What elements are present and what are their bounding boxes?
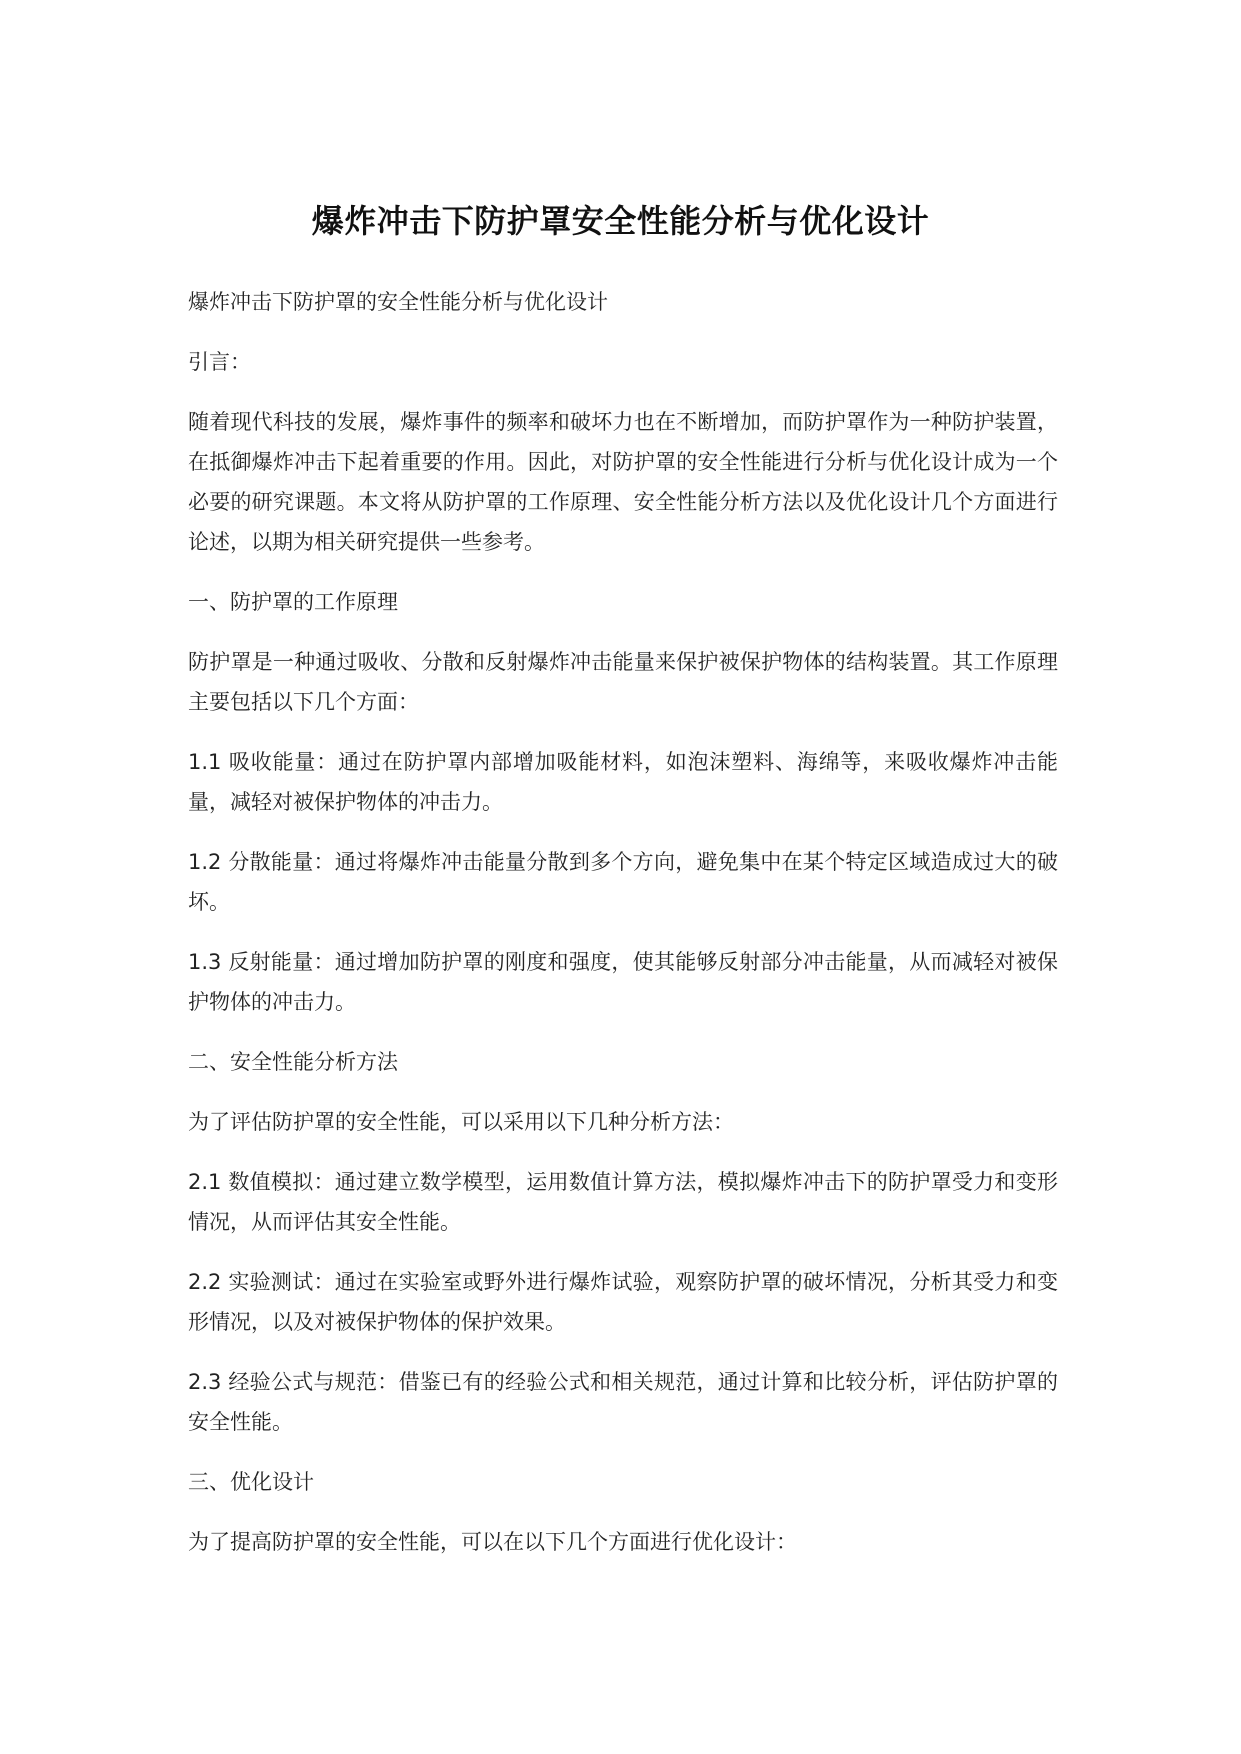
- section-3-paragraph: 为了提高防护罩的安全性能，可以在以下几个方面进行优化设计：: [188, 1530, 797, 1554]
- section-2-paragraph: 为了评估防护罩的安全性能，可以采用以下几种分析方法：: [188, 1110, 734, 1134]
- section-heading-3: 三、优化设计: [188, 1470, 314, 1494]
- subtitle-paragraph: 爆炸冲击下防护罩的安全性能分析与优化设计: [188, 290, 608, 314]
- intro-heading: 引言：: [188, 350, 251, 374]
- section-heading-1: 一、防护罩的工作原理: [188, 590, 398, 614]
- intro-paragraph: 随着现代科技的发展，爆炸事件的频率和破坏力也在不断增加，而防护罩作为一种防护装置，在抵御爆炸冲击下起着重要的作用。因此，对防护罩的安全性能进行分析与优化设计成为一个必要的研究课题。本文将从防护罩的工作原理、安全性能分析方法以及优化设计几个方面进行论述，以期为相关研究提供一些参考。: [188, 410, 1058, 554]
- item-1-2: 1.2 分散能量：通过将爆炸冲击能量分散到多个方向，避免集中在某个特定区域造成过大的破坏。: [188, 850, 1058, 914]
- item-2-3: 2.3 经验公式与规范：借鉴已有的经验公式和相关规范，通过计算和比较分析，评估防护罩的安全性能。: [188, 1370, 1058, 1434]
- section-1-paragraph: 防护罩是一种通过吸收、分散和反射爆炸冲击能量来保护被保护物体的结构装置。其工作原理主要包括以下几个方面：: [188, 650, 1058, 714]
- document-body: [188, 282, 1058, 1582]
- item-1-3: 1.3 反射能量：通过增加防护罩的刚度和强度，使其能够反射部分冲击能量，从而减轻对被保护物体的冲击力。: [188, 950, 1058, 1014]
- section-heading-2: 二、安全性能分析方法: [188, 1050, 398, 1074]
- document-title: 爆炸冲击下防护罩安全性能分析与优化设计: [311, 202, 930, 241]
- item-1-1: 1.1 吸收能量：通过在防护罩内部增加吸能材料，如泡沫塑料、海绵等，来吸收爆炸冲击能量，减轻对被保护物体的冲击力。: [188, 750, 1058, 814]
- item-2-1: 2.1 数值模拟：通过建立数学模型，运用数值计算方法，模拟爆炸冲击下的防护罩受力和变形情况，从而评估其安全性能。: [188, 1170, 1058, 1234]
- item-2-2: 2.2 实验测试：通过在实验室或野外进行爆炸试验，观察防护罩的破坏情况，分析其受力和变形情况，以及对被保护物体的保护效果。: [188, 1270, 1058, 1334]
